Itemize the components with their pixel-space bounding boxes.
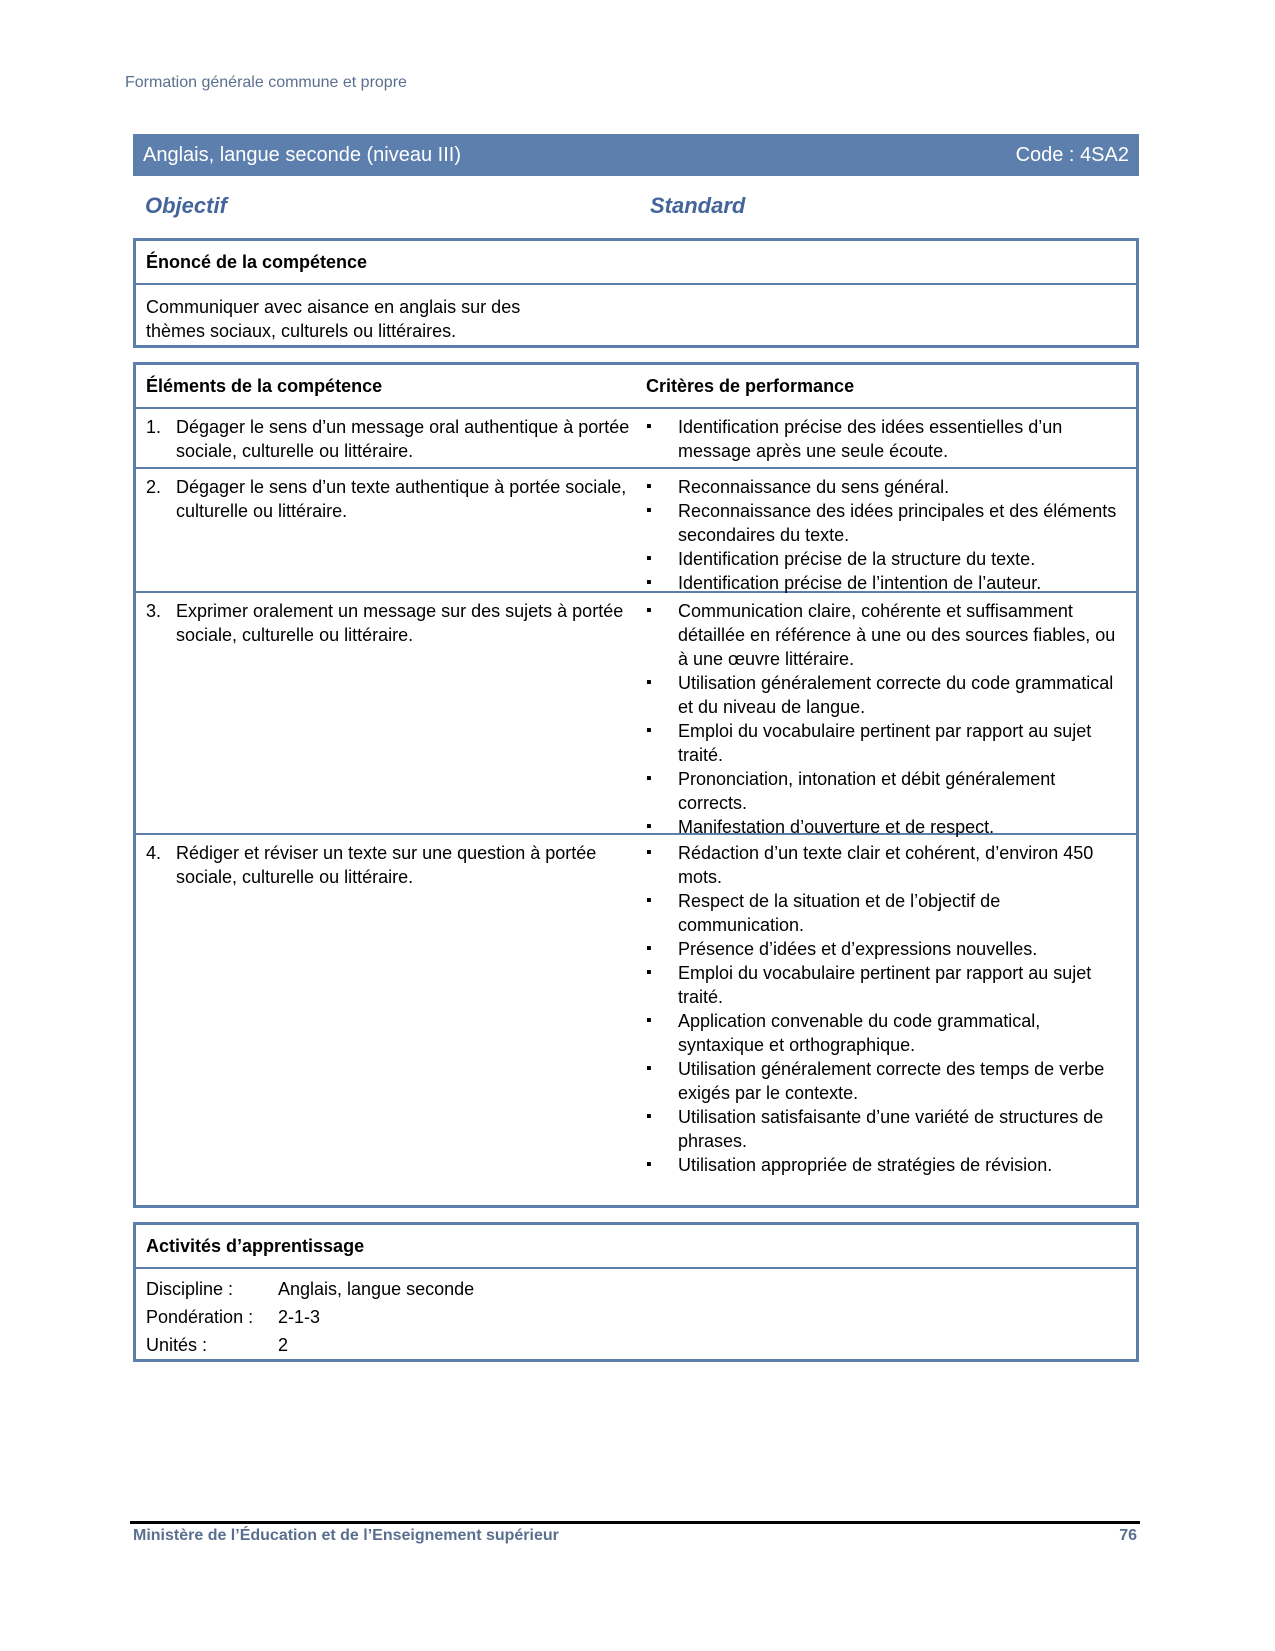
criteria-text: Emploi du vocabulaire pertinent par rapport au sujet traité. — [678, 721, 1092, 765]
element-number: 1. — [146, 417, 162, 437]
criteria-item — [642, 475, 1126, 499]
performance-criteria — [642, 593, 1136, 837]
bullet-icon: ▪ — [646, 418, 652, 435]
activities-rows — [136, 1269, 1136, 1365]
bullet-icon: ▪ — [646, 674, 652, 691]
criteria-text: Reconnaissance des idées principales et des éléments secondaires du texte. — [678, 501, 1117, 545]
bullet-icon: ▪ — [646, 964, 652, 981]
competence-row — [136, 593, 1136, 835]
criteria-text: Application convenable du code grammatical, syntaxique et orthographique. — [678, 1011, 1041, 1055]
element-number: 2. — [146, 477, 162, 497]
bullet-icon: ▪ — [646, 722, 652, 739]
element-number: 4. — [146, 843, 162, 863]
bullet-icon: ▪ — [646, 602, 652, 619]
course-title: Anglais, langue seconde (niveau III) — [143, 143, 461, 166]
criteria-item — [642, 415, 1126, 463]
activity-value: Anglais, langue seconde — [278, 1278, 475, 1299]
elements-heading: Éléments de la compétence — [146, 375, 383, 396]
enonce-text: Communiquer avec aisance en anglais sur des thèmes sociaux, culturels ou littéraires. — [146, 297, 521, 341]
criteria-item — [642, 841, 1126, 889]
criteria-text: Prononciation, intonation et débit généralement corrects. — [678, 769, 1056, 813]
activity-label: Unités : — [146, 1334, 208, 1355]
standard-label: Standard — [650, 193, 746, 218]
bullet-icon: ▪ — [646, 770, 652, 787]
bullet-icon: ▪ — [646, 940, 652, 957]
bullet-icon: ▪ — [646, 574, 652, 591]
bullet-icon: ▪ — [646, 1060, 652, 1077]
criteria-item — [642, 499, 1126, 547]
competence-rows — [136, 409, 1136, 1175]
criteria-text: Présence d’idées et d’expressions nouvelles. — [678, 939, 1038, 959]
course-code — [1016, 144, 1129, 167]
activity-row — [146, 1275, 1126, 1303]
competence-row — [136, 835, 1136, 1175]
criteria-item — [642, 671, 1126, 719]
bullet-icon: ▪ — [646, 892, 652, 909]
criteria-text: Reconnaissance du sens général. — [678, 477, 950, 497]
criteria-text: Communication claire, cohérente et suffisamment détaillée en référence à une ou des sources fiables, ou à une œuvre littéraire. — [678, 601, 1116, 669]
criteria-item — [642, 1153, 1126, 1177]
criteria-item — [642, 1057, 1126, 1105]
criteria-heading: Critères de performance — [646, 375, 855, 396]
competence-element — [136, 409, 642, 467]
criteria-text: Identification précise des idées essentielles d’un message après une seule écoute. — [678, 417, 1063, 461]
element-text: Dégager le sens d’un texte authentique à portée sociale, culturelle ou littéraire. — [176, 477, 627, 521]
criteria-text: Respect de la situation et de l’objectif de communication. — [678, 891, 1001, 935]
activity-value: 2-1-3 — [278, 1306, 321, 1327]
criteria-text: Utilisation généralement correcte des temps de verbe exigés par le contexte. — [678, 1059, 1105, 1103]
activities-heading: Activités d’apprentissage — [136, 1225, 1136, 1269]
element-text: Exprimer oralement un message sur des sujets à portée sociale, culturelle ou littéraire. — [176, 601, 624, 645]
performance-criteria — [642, 409, 1136, 467]
running-header: Formation générale commune et propre — [125, 74, 407, 91]
activity-value: 2 — [278, 1334, 289, 1355]
criteria-list — [642, 599, 1126, 839]
criteria-item — [642, 1009, 1126, 1057]
bullet-icon: ▪ — [646, 818, 652, 835]
criteria-text: Manifestation d’ouverture et de respect. — [678, 817, 995, 837]
page-number: 76 — [1119, 1527, 1137, 1544]
activity-row — [146, 1331, 1126, 1359]
criteria-list — [642, 841, 1126, 1177]
criteria-item — [642, 719, 1126, 767]
footer-rule — [130, 1521, 1140, 1524]
bullet-icon: ▪ — [646, 502, 652, 519]
criteria-list — [642, 415, 1126, 463]
bullet-icon: ▪ — [646, 1012, 652, 1029]
criteria-item — [642, 1105, 1126, 1153]
criteria-text: Utilisation appropriée de stratégies de révision. — [678, 1155, 1053, 1175]
criteria-item — [642, 961, 1126, 1009]
competence-element — [136, 835, 642, 1169]
criteria-item — [642, 571, 1126, 595]
criteria-text: Emploi du vocabulaire pertinent par rapport au sujet traité. — [678, 963, 1092, 1007]
competence-element — [136, 469, 642, 591]
enonce-box — [133, 238, 1139, 348]
bullet-icon: ▪ — [646, 1156, 652, 1173]
criteria-text: Identification précise de la structure du texte. — [678, 549, 1036, 569]
elements-box — [133, 362, 1139, 1208]
competence-row — [136, 469, 1136, 593]
competence-row — [136, 409, 1136, 469]
competence-element — [136, 593, 642, 833]
footer-ministry: Ministère de l’Éducation et de l’Enseignement supérieur — [133, 1527, 559, 1544]
bullet-icon: ▪ — [646, 550, 652, 567]
element-text: Rédiger et réviser un texte sur une question à portée sociale, culturelle ou littéraire. — [176, 843, 597, 887]
criteria-text: Identification précise de l’intention de l’auteur. — [678, 573, 1042, 593]
bullet-icon: ▪ — [646, 1108, 652, 1125]
criteria-item — [642, 767, 1126, 815]
bullet-icon: ▪ — [646, 844, 652, 861]
footer — [133, 1527, 1137, 1545]
criteria-text: Rédaction d’un texte clair et cohérent, d’environ 450 mots. — [678, 843, 1094, 887]
performance-criteria — [642, 469, 1136, 591]
criteria-text: Utilisation généralement correcte du code grammatical et du niveau de langue. — [678, 673, 1114, 717]
criteria-item — [642, 889, 1126, 937]
activity-row — [146, 1303, 1126, 1331]
element-text: Dégager le sens d’un message oral authentique à portée sociale, culturelle ou littéraire. — [176, 417, 630, 461]
objectif-label: Objectif — [145, 193, 227, 218]
course-code-label: Code : — [1015, 143, 1075, 166]
activities-box — [133, 1222, 1139, 1362]
performance-criteria — [642, 835, 1136, 1175]
criteria-item — [642, 547, 1126, 571]
activity-label: Discipline : — [146, 1278, 234, 1299]
criteria-text: Utilisation satisfaisante d’une variété de structures de phrases. — [678, 1107, 1104, 1151]
bullet-icon: ▪ — [646, 478, 652, 495]
criteria-item — [642, 599, 1126, 671]
criteria-list — [642, 475, 1126, 595]
activity-label: Pondération : — [146, 1306, 254, 1327]
course-code-value: 4SA2 — [1080, 143, 1129, 166]
criteria-item — [642, 937, 1126, 961]
course-title-bar — [133, 134, 1139, 176]
elements-header — [136, 365, 1136, 409]
element-number: 3. — [146, 601, 162, 621]
enonce-heading: Énoncé de la compétence — [136, 241, 1136, 285]
